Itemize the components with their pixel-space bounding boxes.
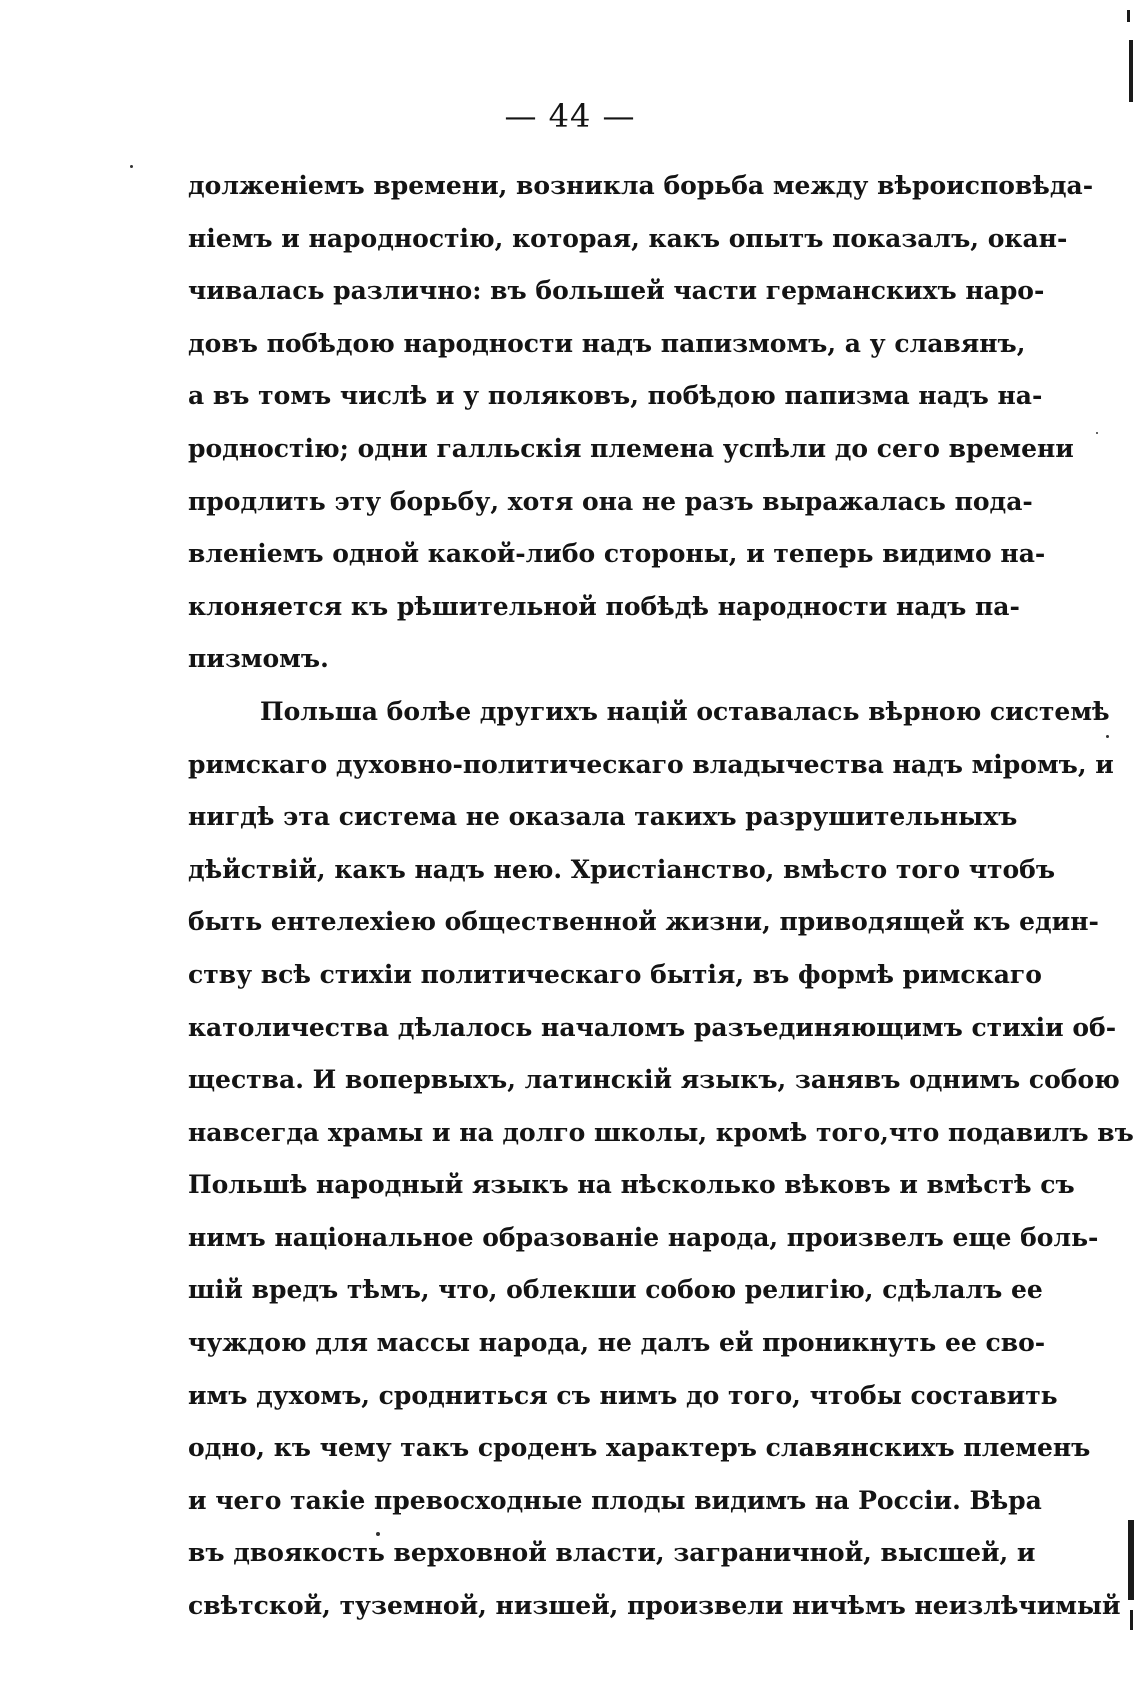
text-line: Польшѣ народный языкъ на нѣсколько вѣковъ и вмѣстѣ съ xyxy=(188,1170,1075,1200)
text-line: а въ томъ числѣ и у поляковъ, побѣдою папизма надъ на- xyxy=(188,381,1043,411)
text-line: ніемъ и народностію, которая, какъ опытъ показалъ, окан- xyxy=(188,223,1068,253)
scan-edge-mark xyxy=(1130,1610,1133,1630)
scan-edge-mark xyxy=(1127,10,1130,22)
text-line: католичества дѣлалось началомъ разъединяющимъ стихіи об- xyxy=(188,1012,1117,1042)
text-line: вленіемъ одной какой-либо стороны, и теперь видимо на- xyxy=(188,539,1046,569)
text-line: нигдѣ эта система не оказала такихъ разрушительныхъ xyxy=(188,802,1018,832)
text-line: продлить эту борьбу, хотя она не разъ выражалась пода- xyxy=(188,486,1033,516)
text-line: щества. И вопервыхъ, латинскій языкъ, занявъ однимъ собою xyxy=(188,1065,1120,1095)
text-line: клоняется къ рѣшительной побѣдѣ народности надъ па- xyxy=(188,591,1020,621)
text-line: одно, къ чему такъ сроденъ характеръ славянскихъ племенъ xyxy=(188,1433,1091,1463)
body-text xyxy=(188,160,1134,1633)
scan-speck xyxy=(130,165,133,168)
text-line: чивалась различно: въ большей части германскихъ наро- xyxy=(188,276,1045,306)
text-line: быть ентелехіею общественной жизни, приводящей къ един- xyxy=(188,907,1099,937)
paragraph-first-line: Польша болѣе другихъ націй оставалась вѣрною системѣ xyxy=(260,696,1110,726)
text-line: дѣйствій, какъ надъ нею. Христіанство, вмѣсто того чтобъ xyxy=(188,854,1056,884)
page-number: — 44 — xyxy=(504,97,636,135)
text-line: навсегда храмы и на долго школы, кромѣ того,что подавилъ въ xyxy=(188,1117,1134,1147)
text-line: нимъ національное образованіе народа, произвелъ еще боль- xyxy=(188,1222,1099,1252)
text-line: римскаго духовно-политическаго владычества надъ міромъ, и xyxy=(188,749,1114,779)
scan-speck xyxy=(376,1532,380,1536)
text-line: имъ духомъ, сродниться съ нимъ до того, чтобы составить xyxy=(188,1380,1058,1410)
text-line: свѣтской, туземной, низшей, произвели ничѣмъ неизлѣчимый xyxy=(188,1591,1121,1621)
text-line: долженіемъ времени, возникла борьба между вѣроисповѣда- xyxy=(188,171,1094,200)
text-line: шій вредъ тѣмъ, что, облекши собою религію, сдѣлалъ ее xyxy=(188,1275,1043,1305)
text-line: и чего такіе превосходные плоды видимъ на Россіи. Вѣра xyxy=(188,1485,1042,1515)
text-line: довъ побѣдою народности надъ папизмомъ, а у славянъ, xyxy=(188,328,1026,358)
text-line: чуждою для массы народа, не далъ ей проникнуть ее сво- xyxy=(188,1328,1046,1358)
text-line: въ двоякость верховной власти, заграничной, высшей, и xyxy=(188,1538,1036,1568)
scan-edge-mark xyxy=(1129,40,1133,102)
scan-edge-mark xyxy=(1128,1520,1134,1600)
scan-speck xyxy=(1096,432,1098,434)
text-line: родностію; одни галльскія племена успѣли до сего времени xyxy=(188,433,1074,463)
text-line: ству всѣ стихіи политическаго бытія, въ формѣ римскаго xyxy=(188,959,1042,989)
text-line: пизмомъ. xyxy=(188,644,329,674)
scan-speck xyxy=(1106,735,1109,738)
